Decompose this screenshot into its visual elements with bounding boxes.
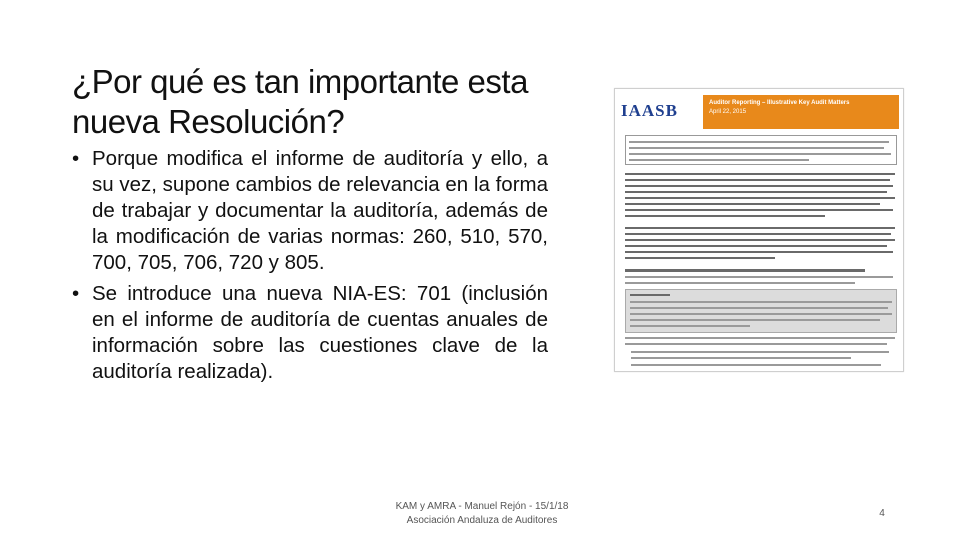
text-line — [625, 343, 887, 345]
text-line — [630, 319, 880, 321]
text-line — [629, 141, 889, 143]
text-line — [630, 307, 888, 309]
slide-title-line-2: nueva Resolución? — [72, 103, 345, 140]
text-line — [625, 185, 893, 187]
text-line — [625, 276, 893, 278]
text-line — [625, 282, 855, 284]
iaasb-logo: IAASB — [621, 101, 678, 120]
bullet-item — [72, 281, 548, 385]
text-line — [625, 215, 825, 217]
banner-date: April 22, 2015 — [709, 109, 747, 115]
text-line — [625, 251, 893, 253]
bullet-text: Porque modifica el informe de auditoría y ello, a su vez, supone cambios de relevancia en la forma de trabajar y documentar la auditoría, además de la modificación de varias normas: 260, 510, 570, 700, 705, 706, 720 y 805. — [92, 147, 548, 274]
text-line — [631, 364, 881, 366]
document-header — [615, 89, 903, 129]
text-line — [625, 173, 895, 175]
text-line — [630, 325, 750, 327]
key-audit-matters-box — [625, 289, 897, 333]
bullet-item — [72, 146, 548, 276]
footer-line-1: KAM y AMRA - Manuel Rejón - 15/1/18 — [395, 501, 569, 512]
banner-title: Auditor Reporting – Illustrative Key Audit Matters — [709, 100, 850, 106]
text-line — [625, 257, 775, 259]
slide-title-line-1: ¿Por qué es tan importante esta — [72, 63, 528, 100]
text-line — [631, 351, 889, 353]
text-line — [630, 313, 892, 315]
text-line — [625, 269, 865, 272]
text-line — [630, 294, 670, 296]
text-line — [629, 147, 884, 149]
text-line — [629, 159, 809, 161]
text-line — [625, 239, 895, 241]
text-line — [630, 301, 892, 303]
document-thumbnail — [614, 88, 904, 372]
text-line — [625, 203, 880, 205]
bullet-text: Se introduce una nueva NIA-ES: 701 (inclusión en el informe de auditoría de cuentas anuales de información sobre las cuestiones clave de la auditoría realizada). — [92, 282, 548, 383]
slide-footer — [372, 500, 592, 528]
bullet-marker: • — [72, 147, 80, 170]
document-banner — [703, 95, 899, 129]
bullet-marker: • — [72, 282, 80, 305]
text-line — [625, 209, 893, 211]
slide-title — [72, 62, 592, 142]
text-line — [625, 245, 887, 247]
text-line — [625, 179, 890, 181]
text-line — [631, 357, 851, 359]
text-line — [625, 191, 887, 193]
text-line — [625, 227, 895, 229]
footer-line-2: Asociación Andaluza de Auditores — [406, 515, 558, 526]
bullet-list — [72, 146, 548, 390]
text-line — [625, 337, 895, 339]
text-line — [629, 153, 891, 155]
page-number: 4 — [879, 508, 885, 519]
text-line — [625, 197, 895, 199]
text-line — [625, 233, 891, 235]
